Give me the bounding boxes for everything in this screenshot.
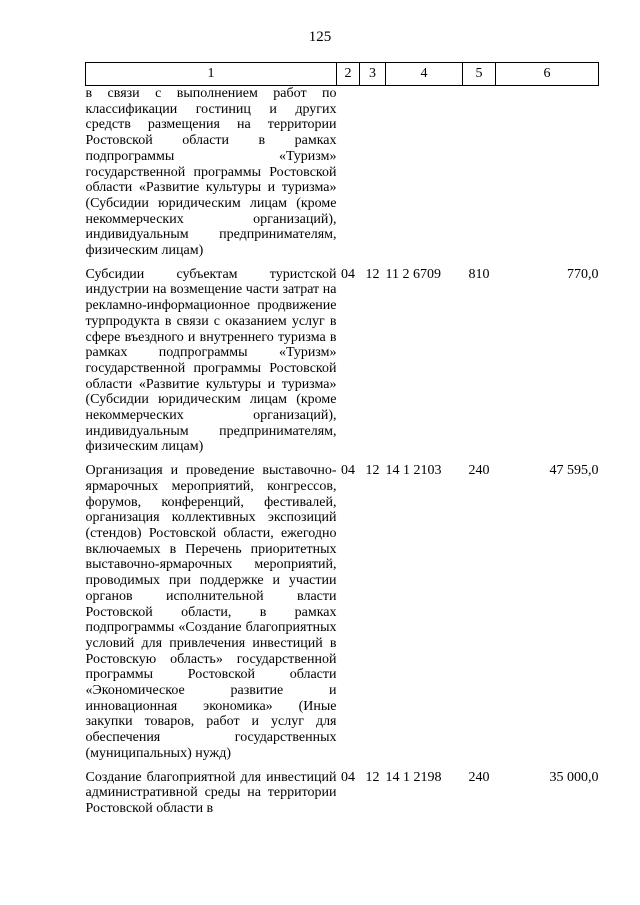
table-row [86, 86, 599, 259]
column-header: 6 [496, 63, 599, 86]
row-target-code: 14 1 2198 [385, 769, 442, 785]
budget-table [85, 62, 599, 817]
column-header: 2 [337, 63, 360, 86]
row-section [337, 86, 360, 259]
column-header: 5 [463, 63, 496, 86]
table-header-row [86, 63, 599, 86]
row-subsection: 12 [365, 266, 380, 282]
column-header: 3 [360, 63, 386, 86]
row-description: Создание благоприятной для инвестиций административной среды на территории Ростовской области в [85, 769, 337, 816]
row-target-code: 11 2 6709 [385, 266, 441, 282]
row-amount: 35 000,0 [549, 769, 599, 785]
row-expense-type: 240 [468, 463, 490, 479]
row-expense-type: 240 [468, 769, 490, 785]
row-expense-type [463, 86, 496, 259]
column-header: 4 [386, 63, 463, 86]
row-amount: 770,0 [567, 266, 599, 282]
row-amount [496, 86, 599, 259]
row-subsection [360, 86, 386, 259]
row-subsection: 12 [365, 769, 380, 785]
table-row [86, 762, 599, 817]
row-expense-type: 810 [468, 266, 490, 282]
row-section: 04 [341, 266, 355, 282]
table-row [86, 455, 599, 761]
row-amount: 47 595,0 [549, 463, 599, 479]
page-number: 125 [308, 29, 332, 45]
row-description: в связи с выполнением работ по классификации гостиниц и других средств размещения на территории Ростовской области в рамках подпрограммы «Туризм» государственной программы Ростовской области «Развитие культуры и туризма» (Субсидии юридическим лицам (кроме некоммерческих организаций), индивидуальным предпринимателям, физическим лицам) [85, 86, 337, 259]
column-header: 1 [86, 63, 337, 86]
table-row [86, 259, 599, 455]
row-target-code [386, 86, 463, 259]
row-section: 04 [341, 769, 355, 785]
row-section: 04 [341, 463, 355, 479]
row-subsection: 12 [365, 463, 380, 479]
row-description: Субсидии субъектам туристской индустрии на возмещение части затрат на рекламно-информационное продвижение турпродукта в связи с оказанием услуг в сфере въездного и внутреннего туризма в рамках подпрограммы «Туризм» государственной программы Ростовской области «Развитие культуры и туризма» (Субсидии юридическим лицам (кроме некоммерческих организаций), индивидуальным предпринимателям, физическим лицам) [85, 266, 337, 455]
row-target-code: 14 1 2103 [385, 463, 442, 479]
row-description: Организация и проведение выставочно-ярмарочных мероприятий, конгрессов, форумов, конференций, фестивалей, организация коллективных экспозиций (стендов) Ростовской области, ежегодно включаемых в Перечень приоритетных выставочно-ярмарочных мероприятий, проводимых при поддержке и участии органов исполнительной власти Ростовской области, в рамках подпрограммы «Создание благоприятных условий для привлечения инвестиций в Ростовскую область» государственной программы Ростовской области «Экономическое развитие и инновационная экономика» (Иные закупки товаров, работ и услуг для обеспечения государственных (муниципальных) нужд) [85, 463, 337, 761]
